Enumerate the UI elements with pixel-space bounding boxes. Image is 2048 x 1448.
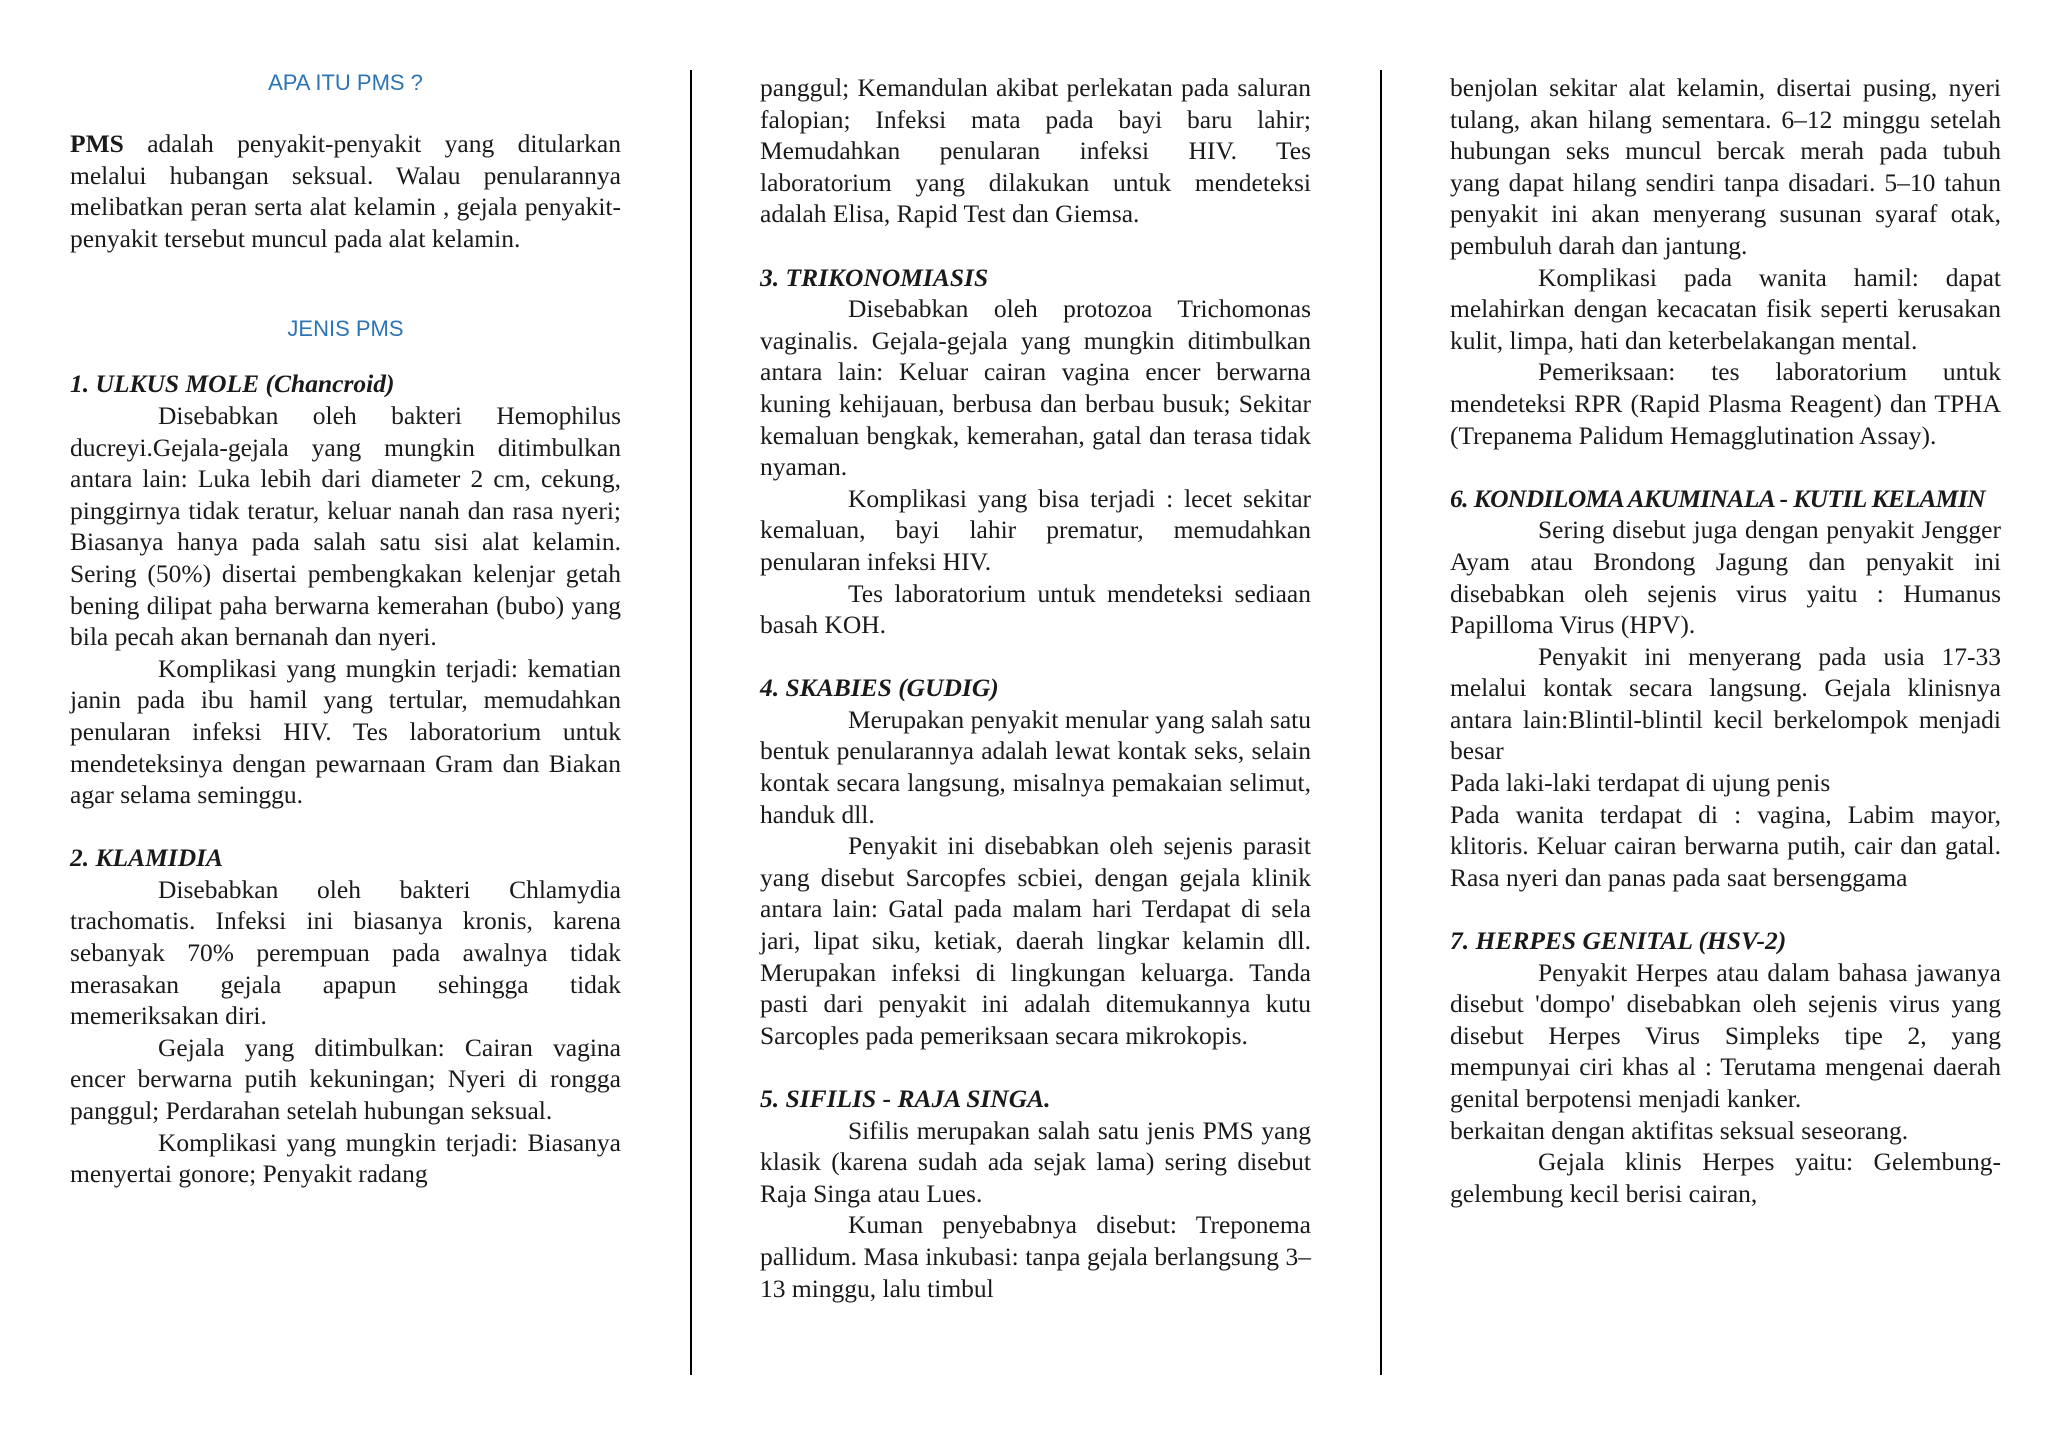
paragraph-continued: benjolan sekitar alat kelamin, disertai pusing, nyeri tulang, akan hilang sementara. 6–12 minggu setelah hubungan seks muncul bercak merah pada tubuh yang dapat hilang sendiri tanpa disadari. 5–10 tahun penyakit ini akan menyerang susunan syaraf otak, pembuluh darah dan jantung. <box>1450 73 2001 260</box>
paragraph: Gejala yang ditimbulkan: Cairan vagina encer berwarna putih kekuningan; Nyeri di rongga panggul; Perdarahan setelah hubungan seksual. <box>70 1032 621 1126</box>
paragraph: Penyakit ini menyerang pada usia 17-33 melalui kontak secara langsung. Gejala klinisnya antara lain:Blintil-blintil kecil berkelompok menjadi besar <box>1450 641 2001 766</box>
paragraph: Gejala klinis Herpes yaitu: Gelembung-gelembung kecil berisi cairan, <box>1450 1147 2001 1208</box>
paragraph: Disebabkan oleh bakteri Hemophilus ducreyi.Gejala-gejala yang mungkin ditimbulkan antara lain: Luka lebih dari diameter 2 cm, cekung, pinggirnya tidak teratur, keluar nanah dan rasa nyeri; Biasanya hanya pada salah satu sisi alat kelamin. Sering (50%) disertai pembengkakan kelenjar getah bening dilipat paha berwarna kemerahan (bubo) yang bila pecah akan bernanah dan nyeri. <box>70 400 621 652</box>
column-divider-1 <box>690 70 692 1375</box>
heading-ulkus-mole: 1. ULKUS MOLE (Chancroid) <box>70 369 395 399</box>
heading-sifilis: 5. SIFILIS - RAJA SINGA. <box>760 1084 1051 1113</box>
heading-klamidia: 2. KLAMIDIA <box>70 843 224 873</box>
paragraph: Komplikasi yang mungkin terjadi: Biasanya menyertai gonore; Penyakit radang <box>70 1127 621 1189</box>
paragraph: Penyakit ini disebabkan oleh sejenis parasit yang disebut Sarcopfes scbiei, dengan gejala klinik antara lain: Gatal pada malam hari Terdapat di sela jari, lipat siku, ketiak, daerah lingkar kelamin dll. Merupakan infeksi di lingkungan keluarga. Tanda pasti dari penyakit ini adalah ditemukannya kutu Sarcoples pada pemeriksaan secara mikrokopis. <box>760 831 1311 1050</box>
paragraph: Komplikasi pada wanita hamil: dapat melahirkan dengan kecacatan fisik seperti kerusakan kulit, limpa, hati dan keterbelakangan mental. <box>1450 262 2001 355</box>
intro-text: adalah penyakit-penyakit yang ditularkan melalui hubangan seksual. Walau penularannya melibatkan peran serta alat kelamin , gejala penyakit-penyakit tersebut muncul pada alat kelamin. <box>70 129 621 253</box>
column-3 <box>1450 72 2001 1209</box>
paragraph: Komplikasi yang mungkin terjadi: kematian janin pada ibu hamil yang tertular, memudahkan penularan infeksi HIV. Tes laboratorium untuk mendeteksinya dengan pewarnaan Gram dan Biakan agar selama seminggu. <box>70 653 621 810</box>
intro-paragraph <box>70 128 621 254</box>
paragraph: Disebabkan oleh protozoa Trichomonas vaginalis. Gejala-gejala yang mungkin ditimbulkan antara lain: Keluar cairan vagina encer berwarna kuning kehijauan, berbusa dan berbau busuk; Sekitar kemaluan bengkak, kemerahan, gatal dan terasa tidak nyaman. <box>760 294 1311 482</box>
heading-trikonomiasis: 3. TRIKONOMIASIS <box>760 262 989 292</box>
paragraph: berkaitan dengan aktifitas seksual seseorang. <box>1450 1115 1909 1145</box>
column-2 <box>760 72 1311 1304</box>
heading-skabies: 4. SKABIES (GUDIG) <box>760 673 999 703</box>
paragraph-continued: panggul; Kemandulan akibat perlekatan pada saluran falopian; Infeksi mata pada bayi baru lahir; Memudahkan penularan infeksi HIV. Tes laboratorium yang dilakukan untuk mendeteksi adalah Elisa, Rapid Test dan Giemsa. <box>760 73 1311 229</box>
paragraph: Komplikasi yang bisa terjadi : lecet sekitar kemaluan, bayi lahir prematur, memudahkan penularan infeksi HIV. <box>760 483 1311 576</box>
paragraph: Tes laboratorium untuk mendeteksi sediaan basah KOH. <box>760 578 1311 640</box>
paragraph: Pada laki-laki terdapat di ujung penis <box>1450 768 1831 798</box>
paragraph: Sifilis merupakan salah satu jenis PMS yang klasik (karena sudah ada sejak lama) sering disebut Raja Singa atau Lues. <box>760 1115 1311 1208</box>
pms-bold-term: PMS <box>70 129 124 158</box>
paragraph: Pemeriksaan: tes laboratorium untuk mendeteksi RPR (Rapid Plasma Reagent) dan TPHA (Trepanema Palidum Hemagglutination Assay). <box>1450 357 2001 450</box>
section-title-jenis-pms: JENIS PMS <box>287 316 404 342</box>
heading-kondiloma: 6. KONDILOMA AKUMINALA - KUTIL KELAMIN <box>1450 483 1985 513</box>
section-title-apa-itu-pms: APA ITU PMS ? <box>268 70 423 95</box>
paragraph: Kuman penyebabnya disebut: Treponema pallidum. Masa inkubasi: tanpa gejala berlangsung 3–13 minggu, lalu timbul <box>760 1210 1311 1303</box>
paragraph: Merupakan penyakit menular yang salah satu bentuk penularannya adalah lewat kontak seks, selain kontak secara langsung, misalnya pemakaian selimut, handuk dll. <box>760 704 1311 829</box>
column-1 <box>70 68 621 1190</box>
heading-herpes: 7. HERPES GENITAL (HSV-2) <box>1450 926 1787 956</box>
paragraph: Sering disebut juga dengan penyakit Jengger Ayam atau Brondong Jagung dan penyakit ini disebabkan oleh sejenis virus yaitu : Humanus Papilloma Virus (HPV). <box>1450 515 2001 640</box>
paragraph: Penyakit Herpes atau dalam bahasa jawanya disebut 'dompo' disebabkan oleh sejenis virus yang disebut Herpes Virus Simpleks tipe 2, yang mempunyai ciri khas al : Terutama mengenai daerah genital berpotensi menjadi kanker. <box>1450 957 2001 1113</box>
column-divider-2 <box>1380 70 1382 1375</box>
paragraph: Pada wanita terdapat di : vagina, Labim mayor, klitoris. Keluar cairan berwarna putih, cair dan gatal. Rasa nyeri dan panas pada saat bersenggama <box>1450 799 2001 892</box>
paragraph: Disebabkan oleh bakteri Chlamydia trachomatis. Infeksi ini biasanya kronis, karena sebanyak 70% perempuan pada awalnya tidak merasakan gejala apapun sehingga tidak memeriksakan diri. <box>70 874 621 1031</box>
